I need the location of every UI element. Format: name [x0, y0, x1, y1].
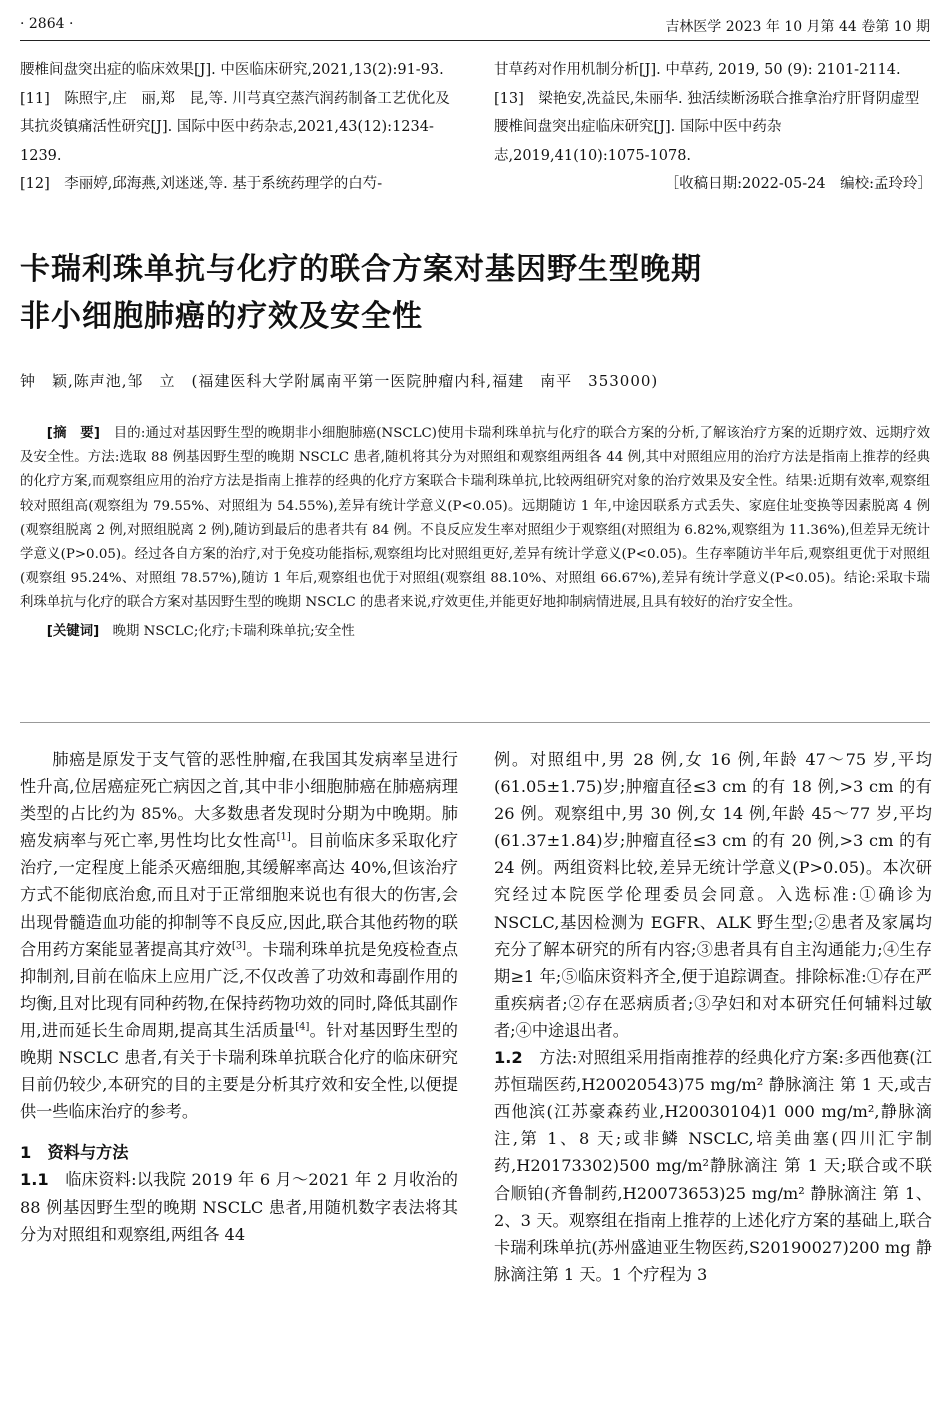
- subsection-paragraph: [20, 1166, 458, 1247]
- keywords-label: [关键词]: [46, 623, 100, 639]
- subsection-number: 1.1: [20, 1170, 49, 1190]
- reference-item: 甘草药对作用机制分析[J]. 中草药, 2019, 50 (9): 2101-2114.: [494, 62, 901, 78]
- header-rule: [20, 40, 930, 41]
- intro-text: 。目前临床多采取化疗治疗,一定程度上能杀灭癌细胞,其缓解率高达 40%,但该治疗方式不能彻底治愈,而且对于正常细胞来说也有很大的伤害,会出现骨髓造血功能的抑制等不良反应,因此,联合其他药物的联合用药方案能显著提高其疗效: [20, 831, 459, 959]
- intro-paragraph: [20, 746, 458, 1125]
- citation: [3]: [231, 940, 247, 952]
- intro-text: 。卡瑞利珠单抗是免疫检查点抑制剂,目前在临床上应用广泛,不仅改善了功效和毒副作用的均衡,且对比现有同种药物,在保持药物功效的同时,降低其副作用,进而延长生命周期,提高其生活质量: [20, 939, 459, 1040]
- body-left-column: [20, 746, 458, 1248]
- keywords: [20, 620, 930, 644]
- references-right-column: [494, 56, 932, 199]
- running-header: [20, 8, 930, 42]
- keywords-text: 晚期 NSCLC;化疗;卡瑞利珠单抗;安全性: [112, 623, 355, 639]
- body-paragraph: 例。对照组中,男 28 例,女 16 例,年龄 47～75 岁,平均(61.05±1.75)岁;肿瘤直径≤3 cm 的有 18 例,>3 cm 的有 26 例。观察组中,男 30 例,女 14 例,年龄 45～77 岁,平均(61.37±1.84)岁;肿瘤直径≤3 cm 的有 20 例,>3 cm 的有 24 例。两组资料比较,差异无统计学意义(P>0.05)。本次研究经过本院医学伦理委员会同意。入选标准:①确诊为 NSCLC,基因检测为 EGFR、ALK 野生型;②患者及家属均充分了解本研究的所有内容;③患者具有自主沟通能力;④生存期≥1 年;⑤临床资料齐全,便于追踪调查。排除标准:①存在严重疾病者;②存在恶病质者;③孕妇和对本研究任何辅料过敏者;④中途退出者。: [494, 750, 932, 1040]
- reference-item: [11] 陈照宇,庄 丽,郑 昆,等. 川芎真空蒸汽润药制备工艺优化及其抗炎镇痛活性研究[J]. 国际中医中药杂志,2021,43(12):1234-1239.: [20, 90, 450, 164]
- title-line: 非小细胞肺癌的疗效及安全性: [20, 299, 423, 334]
- authors-affiliation: 钟 颖,陈声池,邹 立 (福建医科大学附属南平第一医院肿瘤内科,福建 南平 353000): [20, 372, 659, 390]
- section-heading: 1 资料与方法: [20, 1143, 129, 1163]
- abstract-label: [摘 要]: [46, 426, 100, 441]
- intro-text: 肺癌是原发于支气管的恶性肿瘤,在我国其发病率呈进行性升高,位居癌症死亡病因之首,其中非小细胞肺癌在肺癌病理类型的占比约为 85%。大多数患者发现时分期为中晚期。肺癌发病率与死亡率,男性均比女性高: [20, 750, 458, 851]
- page-number: · 2864 ·: [20, 16, 74, 32]
- citation: [4]: [295, 1021, 310, 1033]
- reference-item: [12] 李丽婷,邱海燕,刘迷迷,等. 基于系统药理学的白芍-: [20, 176, 383, 192]
- subsection-text: 方法:对照组采用指南推荐的经典化疗方案:多西他赛(江苏恒瑞医药,H20020543)75 mg/m² 静脉滴注 第 1 天,或吉西他滨(江苏豪森药业,H20030104)1 000 mg/m²,静脉滴注,第 1、8 天;或非鳞 NSCLC,培美曲塞(四川汇宇制药,H20173302)500 mg/m²静脉滴注 第 1 天;联合或不联合顺铂(齐鲁制药,H20073653)25 mg/m² 静脉滴注 第 1、2、3 天。观察组在指南上推荐的上述化疗方案的基础上,联合卡瑞利珠单抗(苏州盛迪亚生物医药,S20190027)200 mg 静脉滴注第 1 天。1 个疗程为 3: [494, 1048, 932, 1284]
- subsection-text: 临床资料:以我院 2019 年 6 月～2021 年 2 月收治的 88 例基因野生型的晚期 NSCLC 患者,用随机数字表法将其分为对照组和观察组,两组各 44: [20, 1170, 458, 1244]
- subsection-number: 1.2: [494, 1048, 523, 1068]
- body-right-column: [494, 746, 932, 1288]
- reference-item: [13] 梁艳安,冼益民,朱丽华. 独活续断汤联合推拿治疗肝肾阴虚型腰椎间盘突出症临床研究[J]. 国际中医中药杂志,2019,41(10):1075-1078.: [494, 90, 920, 164]
- journal-name: 吉林医学 2023 年 10 月第 44 卷第 10 期: [665, 19, 930, 35]
- subsection-paragraph: [494, 1044, 932, 1288]
- reference-item: 腰椎间盘突出症的临床效果[J]. 中医临床研究,2021,13(2):91-93.: [20, 62, 444, 78]
- received-date: ［收稿日期:2022-05-24 编校:孟玲玲］: [664, 176, 932, 192]
- abstract-text: 目的:通过对基因野生型的晚期非小细胞肺癌(NSCLC)使用卡瑞利珠单抗与化疗的联合方案的分析,了解该治疗方案的近期疗效、远期疗效及安全性。方法:选取 88 例基因野生型的晚期 NSCLC 患者,随机将其分为对照组和观察组两组各 44 例,其中对照组应用的治疗方法是指南上推荐的经典的化疗方案,而观察组应用的治疗方法是指南上推荐的经典的化疗方案联合卡瑞利珠单抗,比较两组研究对象的治疗效果及安全性。结果:近期有效率,观察组较对照组高(观察组为 79.55%、对照组为 54.55%),差异有统计学意义(P<0.05)。远期随访 1 年,中途因联系方式丢失、家庭住址变换等因素脱离 4 例(观察组脱离 2 例,对照组脱离 2 例),随访到最后的患者共有 84 例。不良反应发生率对照组少于观察组(对照组为 6.82%,观察组为 11.36%),但差异无统计学意义(P>0.05)。经过各自方案的治疗,对于免疫功能指标,观察组均比对照组更好,差异有统计学意义(P<0.05)。生存率随访半年后,观察组更优于对照组(观察组 95.24%、对照组 78.57%),随访 1 年后,观察组也优于对照组(观察组 88.10%、对照组 66.67%),差异有统计学意义(P<0.05)。结论:采取卡瑞利珠单抗与化疗的联合方案对基因野生型的晚期 NSCLC 的患者来说,疗效更佳,并能更好地抑制病情进展,且具有较好的治疗安全性。: [20, 426, 930, 611]
- abstract-paragraph: [20, 422, 930, 616]
- references-left-column: [20, 56, 460, 199]
- citation: [1]: [276, 831, 291, 843]
- abstract: [20, 422, 930, 644]
- title-line: 卡瑞利珠单抗与化疗的联合方案对基因野生型晚期: [20, 252, 702, 287]
- article-title: [20, 246, 930, 340]
- section-divider: [20, 722, 930, 723]
- intro-text: 。针对基因野生型的晚期 NSCLC 患者,有关于卡瑞利珠单抗联合化疗的临床研究目前仍较少,本研究的目的主要是分析其疗效和安全性,以便提供一些临床治疗的参考。: [20, 1020, 458, 1122]
